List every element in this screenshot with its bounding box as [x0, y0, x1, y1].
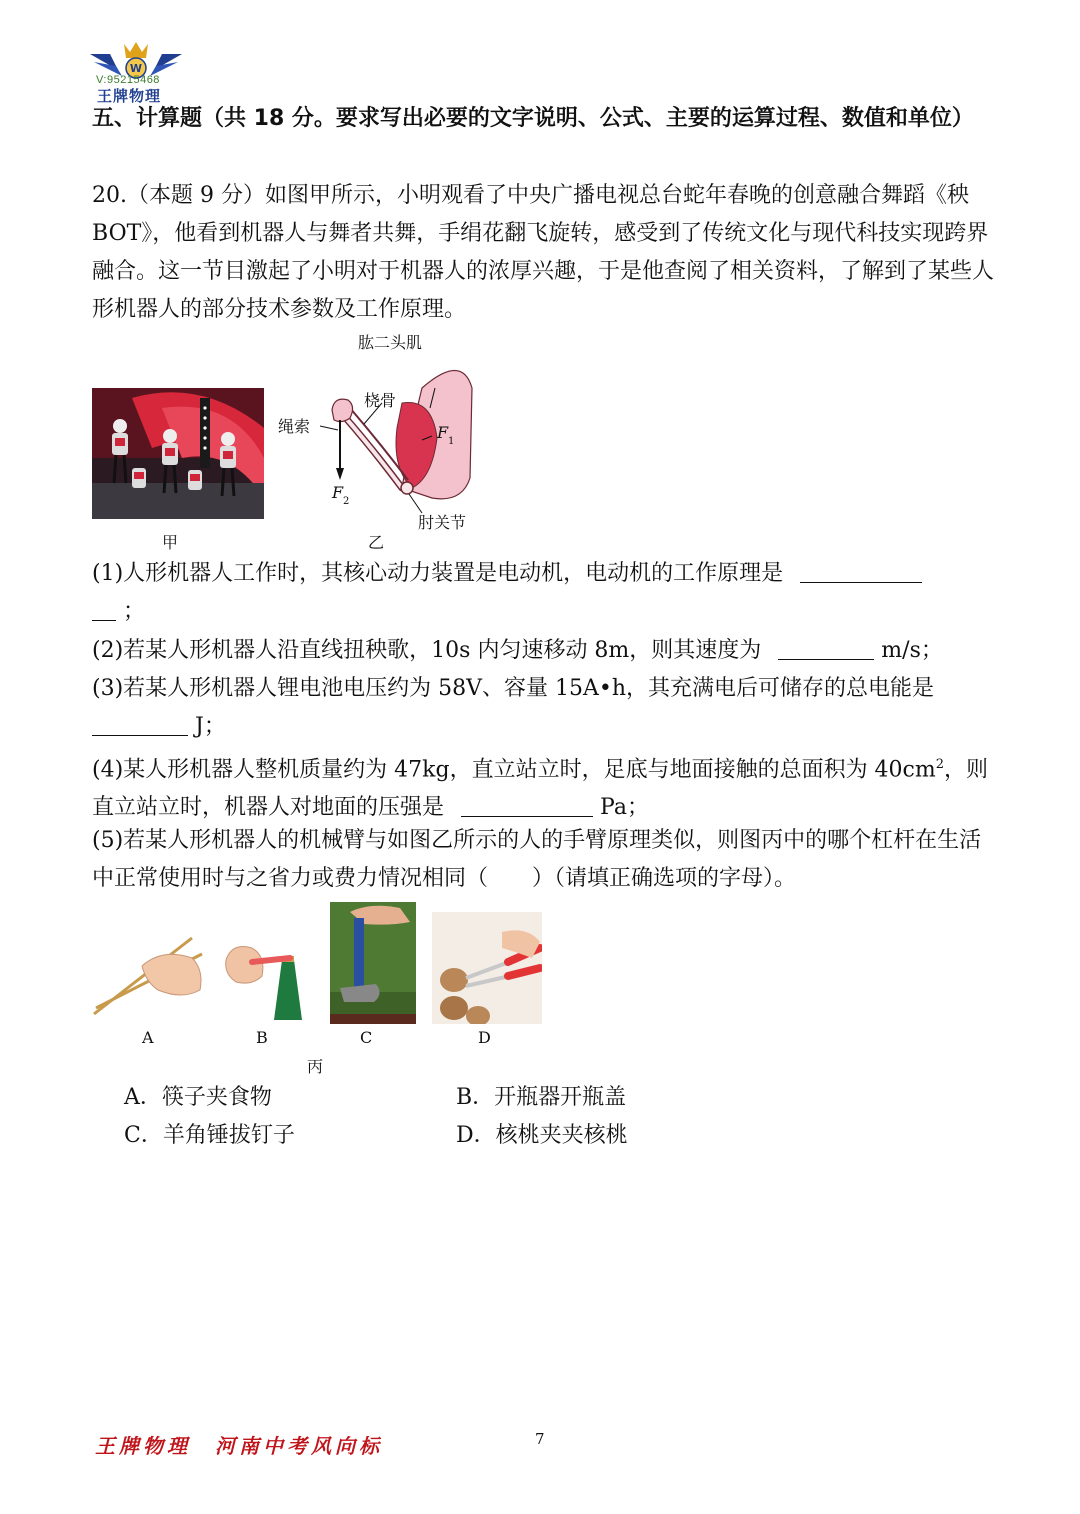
option-c[interactable]: C．羊角锤拔钉子: [124, 1123, 295, 1148]
chopsticks-image: [92, 928, 206, 1018]
part-1: [92, 555, 997, 631]
question-intro: 20.（本题 9 分）如图甲所示，小明观看了中央广播电视总台蛇年春晚的创意融合舞蹈《秧 BOT》，他看到机器人与舞者共舞，手绢花翻飞旋转，感受到了传统文化与现代科技实现跨界融合。这一节目激起了小明对于机器人的浓厚兴趣，于是他查阅了相关资料，了解到了某些人形机器人的部分技术参数及工作原理。: [92, 183, 995, 322]
option-d[interactable]: D．核桃夹夹核桃: [456, 1123, 628, 1148]
part-5: [92, 822, 997, 898]
nutcracker-image: [432, 912, 542, 1024]
logo-contact-id: V:95215468: [96, 74, 160, 86]
robot-dance-photo: [92, 388, 264, 519]
tool-b-label: B: [256, 1028, 268, 1047]
part-2-text: (2)若某人形机器人沿直线扭秧歌，10s 内匀速移动 8m，则其速度为: [92, 638, 762, 663]
part-1-answer-blank-cont[interactable]: [92, 598, 116, 621]
part-3: [92, 670, 997, 746]
figure-yi-caption: 乙: [368, 533, 385, 552]
part-4-superscript: 2: [935, 757, 945, 772]
option-a[interactable]: A．筷子夹食物: [124, 1085, 272, 1110]
part-3-end: J；: [195, 714, 226, 739]
tool-c-label: C: [360, 1028, 373, 1047]
part-1-answer-blank[interactable]: [800, 560, 922, 583]
svg-text:W: W: [129, 62, 143, 75]
force-f1-label: F: [437, 423, 449, 442]
section-title: 五、计算题（共 18 分。要求写出必要的文字说明、公式、主要的运算过程、数值和单位）: [92, 106, 974, 131]
part-5-text: (5)若某人形机器人的机械臂与如图乙所示的人的手臂原理类似，则图丙中的哪个杠杆在生活中正常使用时与之省力或费力情况相同（ ）（请填正确选项的字母）。: [92, 828, 982, 891]
biceps-label: 肱二头肌: [358, 333, 423, 352]
rope-label: 绳索: [278, 417, 311, 436]
logo-name: 王牌物理: [97, 87, 162, 105]
part-4-end: Pa；: [600, 795, 649, 821]
part-4-text-a: (4)某人形机器人整机质量约为 47kg，直立站立时，足底与地面接触的总面积为 40cm: [92, 757, 936, 783]
tool-d-label: D: [478, 1028, 491, 1047]
radius-label: 桡骨: [364, 391, 397, 410]
option-b[interactable]: B．开瓶器开瓶盖: [456, 1085, 627, 1110]
part-1-end: ；: [123, 599, 146, 624]
part-4: [92, 746, 997, 827]
figure-bing-caption: 丙: [307, 1057, 324, 1076]
force-f1-subscript: 1: [448, 436, 455, 447]
part-4-text-b: ，则直立站立时，机器人对地面的压强是: [92, 757, 989, 821]
claw-hammer-image: [330, 902, 416, 1024]
page-number: 7: [535, 1430, 545, 1448]
part-1-text: (1)人形机器人工作时，其核心动力装置是电动机，电动机的工作原理是: [92, 561, 784, 586]
part-3-answer-blank[interactable]: [92, 713, 188, 736]
arm-lever-diagram: [272, 328, 482, 538]
part-4-answer-blank[interactable]: [461, 794, 593, 817]
part-2-answer-blank[interactable]: [778, 637, 874, 660]
force-f2-subscript: 2: [343, 496, 350, 507]
figure-jia-caption: 甲: [162, 533, 179, 552]
bottle-opener-image: [222, 940, 308, 1020]
force-f2-label: F: [332, 483, 344, 502]
part-3-text: (3)若某人形机器人锂电池电压约为 58V、容量 15A•h，其充满电后可储存的总电能是: [92, 676, 935, 701]
part-2: [92, 632, 997, 670]
elbow-label: 肘关节: [418, 513, 467, 532]
footer-brand: 王牌物理 河南中考风向标: [95, 1434, 383, 1458]
tool-a-label: A: [142, 1028, 154, 1047]
part-2-end: m/s；: [881, 638, 943, 663]
